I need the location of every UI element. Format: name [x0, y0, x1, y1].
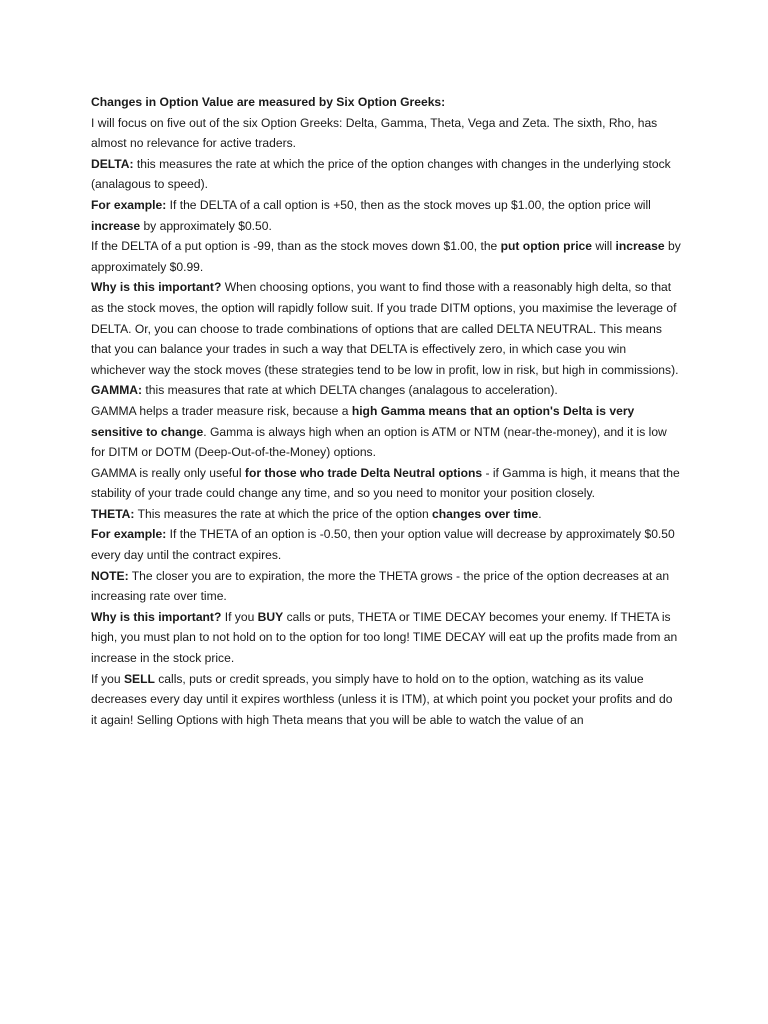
gamma-usage: [91, 463, 681, 504]
body-text: This measures the rate at which the price of the option: [134, 506, 433, 521]
body-text: . Gamma is always high when an option is ATM or NTM (near-the-money), and it is low for DITM or DOTM (Deep-Out-of-the-Money) options.: [91, 424, 667, 460]
body-text: GAMMA helps a trader measure risk, because a: [91, 403, 352, 418]
body-text: If the DELTA of a call option is +50, then as the stock moves up $1.00, the option price will: [166, 197, 651, 212]
delta-definition: [91, 154, 681, 195]
bold-term: for those who trade Delta Neutral options: [244, 465, 483, 480]
theta-selling: [91, 669, 681, 731]
bold-term: high Gamma means that an option's Delta is very sensitive to change: [91, 403, 635, 439]
bold-term: changes over time: [432, 506, 539, 521]
body-text: by approximately $0.50.: [140, 218, 272, 233]
bold-term: put option price: [500, 239, 593, 254]
bold-term: SELL: [123, 671, 155, 686]
body-text: .: [538, 506, 542, 521]
theta-importance: [91, 607, 681, 669]
bold-term: BUY: [257, 609, 284, 624]
body-text: calls, puts or credit spreads, you simply have to hold on to the option, watching as its value decreases every day until it expires worthless (unless it is ITM), at which point you pocket your profits and do it again! Selling Options with high Theta means that you will be able to watch the value of an: [91, 671, 673, 727]
body-text: this measures the rate at which the price of the option changes with changes in the underlying stock (analagous to speed).: [91, 156, 671, 192]
body-text: calls or puts, THETA or TIME DECAY becomes your enemy. If THETA is high, you must plan to not hold on to the option for too long! TIME DECAY will eat up the profits made from an increase in the stock price.: [91, 609, 678, 666]
bold-term: increase: [91, 218, 141, 233]
bold-term: NOTE:: [91, 568, 129, 583]
intro-text: I will focus on five out of the six Option Greeks: Delta, Gamma, Theta, Vega and Zeta. The sixth, Rho, has almost no relevance for active traders.: [91, 115, 658, 151]
bold-term: Why is this important?: [91, 609, 222, 624]
delta-importance: [91, 277, 681, 380]
body-text: If you: [221, 609, 258, 624]
delta-put-example: [91, 236, 681, 277]
body-text: this measures that rate at which DELTA changes (analagous to acceleration).: [142, 383, 558, 398]
bold-term: For example:: [91, 197, 167, 212]
bold-term: GAMMA:: [91, 383, 143, 398]
document-body: [91, 92, 681, 730]
body-text: When choosing options, you want to find those with a reasonably high delta, so that as the stock moves, the option will rapidly follow suit. If you trade DITM options, you maximise the leverage of DELTA. Or, you can choose to trade combinations of options that are called DELTA NEUTRAL. This means that you can balance your trades in such a way that DELTA is effectively zero, in which case you win whichever way the stock moves (these strategies tend to be low in profit, low in risk, but high in commissions).: [91, 280, 679, 377]
body-text: The closer you are to expiration, the more the THETA grows - the price of the option decreases at an increasing rate over time.: [91, 568, 670, 604]
bold-term: THETA:: [91, 506, 135, 521]
theta-definition: [91, 504, 681, 525]
intro-paragraph: [91, 92, 681, 154]
theta-example: [91, 524, 681, 565]
body-text: - if Gamma is high, it means that the stability of your trade could change any time, and so you need to monitor your position closely.: [91, 465, 680, 501]
section-heading: Changes in Option Value are measured by Six Option Greeks:: [91, 95, 446, 109]
delta-call-example: [91, 195, 681, 236]
bold-term: increase: [615, 239, 665, 254]
bold-term: Why is this important?: [91, 280, 222, 295]
body-text: If you: [91, 671, 124, 686]
body-text: by approximately $0.99.: [91, 239, 681, 274]
theta-note: [91, 566, 681, 607]
body-text: If the DELTA of a put option is -99, than as the stock moves down $1.00, the: [91, 239, 501, 254]
body-text: will: [592, 239, 616, 254]
body-text: If the THETA of an option is -0.50, then your option value will decrease by approximately $0.50 every day until the contract expires.: [91, 527, 675, 563]
gamma-risk: [91, 401, 681, 463]
gamma-definition: [91, 380, 681, 401]
bold-term: For example:: [91, 527, 167, 542]
bold-term: DELTA:: [91, 156, 134, 171]
body-text: GAMMA is really only useful: [91, 465, 245, 480]
